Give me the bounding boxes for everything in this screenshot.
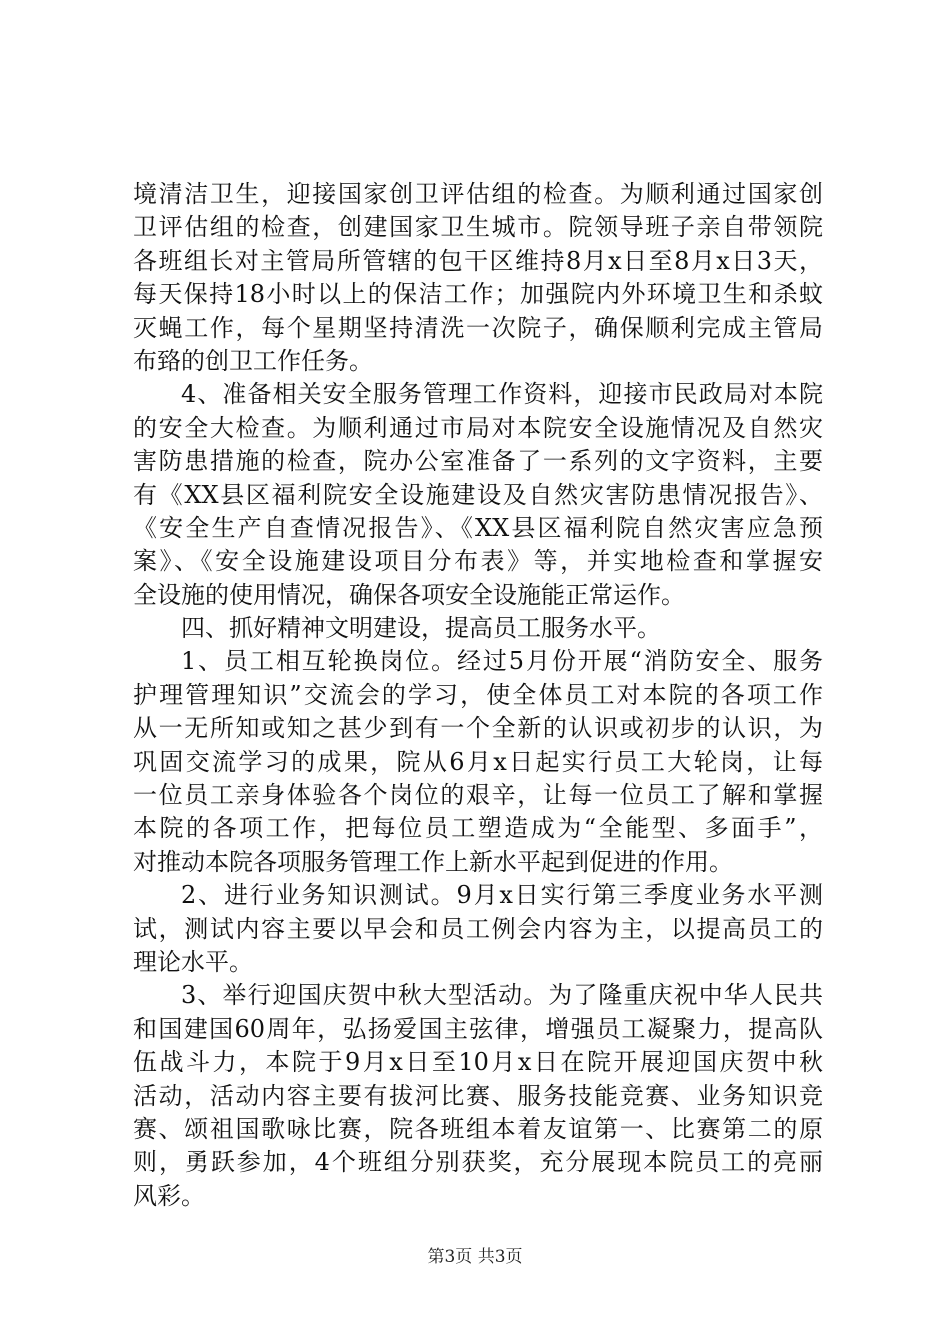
text-line: 《安全生产自查情况报告》、《XX县区福利院自然灾害应急预 [133,513,823,542]
text-line: 每天保持18小时以上的保洁工作；加强院内外环境卫生和杀蚊 [133,280,823,309]
text-line: 对推动本院各项服务管理工作上新水平起到促进的作用。 [133,847,733,876]
text-line: 案》、《安全设施建设项目分布表》等，并实地检查和掌握安 [133,547,823,576]
text-line: 巩固交流学习的成果，院从6月x日起实行员工大轮岗，让每 [133,747,823,776]
text-line: 1、员工相互轮换岗位。经过5月份开展“消防安全、服务 [181,647,823,676]
page-footer: 第3页 共3页 [427,1247,523,1267]
text-line: 赛、颂祖国歌咏比赛，院各班组本着友谊第一、比赛第二的原 [133,1114,823,1143]
text-line: 活动，活动内容主要有拔河比赛、服务技能竞赛、业务知识竞 [133,1081,823,1110]
text-line: 从一无所知或知之甚少到有一个全新的认识或初步的认识，为 [133,714,823,743]
document-body [133,178,823,1213]
text-line: 理论水平。 [133,947,253,976]
text-line: 和国建国60周年，弘扬爱国主弦律，增强员工凝聚力，提高队 [133,1014,823,1043]
text-line: 卫评估组的检查，创建国家卫生城市。院领导班子亲自带领院 [133,213,823,242]
text-line: 则，勇跃参加，4个班组分别获奖，充分展现本院员工的亮丽 [133,1148,823,1177]
text-line: 风彩。 [133,1181,205,1210]
text-line: 灭蝇工作，每个星期坚持清洗一次院子，确保顺利完成主管局 [133,313,823,342]
text-line: 全设施的使用情况，确保各项安全设施能正常运作。 [133,580,685,609]
text-line: 布臵的创卫工作任务。 [133,346,373,375]
text-line: 3、举行迎国庆贺中秋大型活动。为了隆重庆祝中华人民共 [181,981,823,1010]
text-line: 有《XX县区福利院安全设施建设及自然灾害防患情况报告》、 [133,480,823,509]
text-line: 害防患措施的检查，院办公室准备了一系列的文字资料，主要 [133,447,823,476]
text-line: 境清洁卫生，迎接国家创卫评估组的检查。为顺利通过国家创 [133,180,823,208]
text-line: 的安全大检查。为顺利通过市局对本院安全设施情况及自然灾 [133,413,823,442]
text-line: 四、抓好精神文明建设，提高员工服务水平。 [181,614,661,643]
text-line: 护理管理知识”交流会的学习，使全体员工对本院的各项工作 [133,680,823,709]
text-line: 本院的各项工作，把每位员工塑造成为“全能型、多面手”， [133,814,823,843]
text-line: 伍战斗力，本院于9月x日至10月x日在院开展迎国庆贺中秋 [133,1048,823,1077]
text-line: 各班组长对主管局所管辖的包干区维持8月x日至8月x日3天， [133,246,823,275]
text-line: 2、进行业务知识测试。9月x日实行第三季度业务水平测 [181,881,823,910]
text-line: 试，测试内容主要以早会和员工例会内容为主，以提高员工的 [133,914,823,943]
text-line: 4、准备相关安全服务管理工作资料，迎接市民政局对本院 [181,380,823,409]
text-line: 一位员工亲身体验各个岗位的艰辛，让每一位员工了解和掌握 [133,781,823,810]
